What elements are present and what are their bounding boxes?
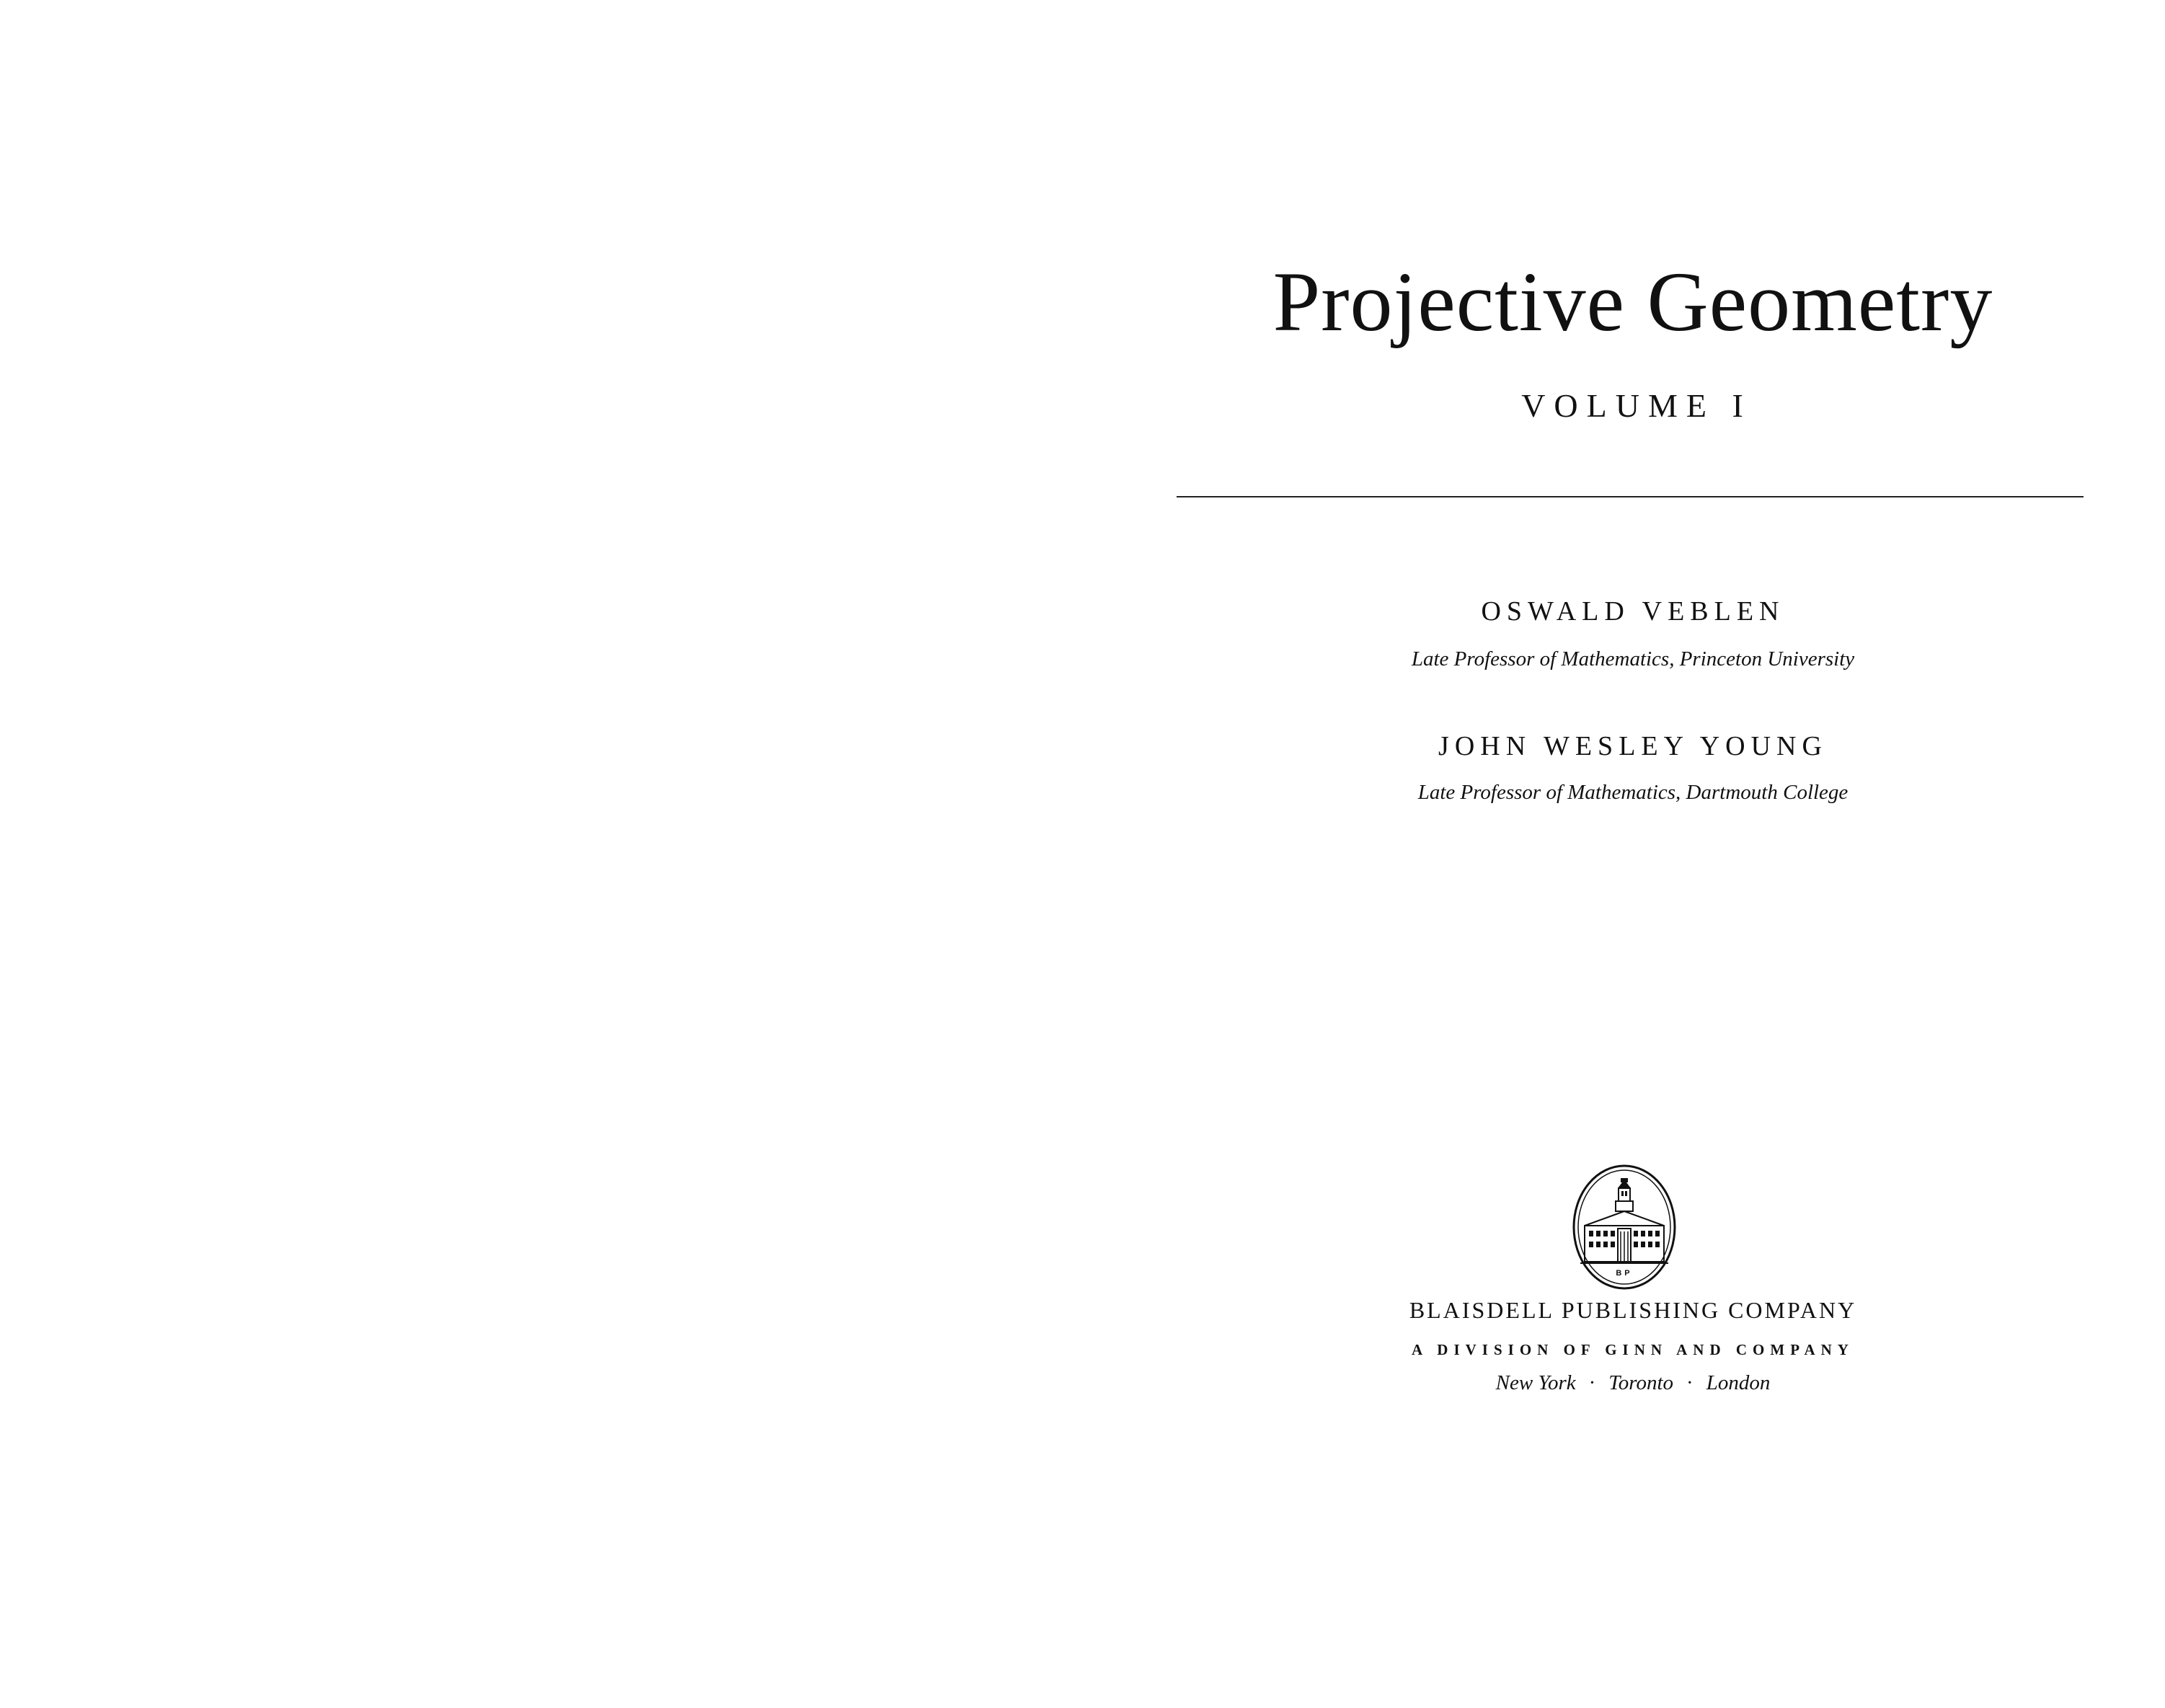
publisher-name: BLAISDELL PUBLISHING COMPANY xyxy=(1409,1297,1857,1323)
publisher-cities xyxy=(1141,1373,2125,1394)
city-separator: · xyxy=(1686,1371,1694,1394)
book-title: Projective Geometry xyxy=(1272,255,1993,349)
seal-monogram: BP xyxy=(1616,1269,1633,1278)
publisher-seal-icon xyxy=(1570,1162,1678,1292)
city-london: London xyxy=(1706,1371,1771,1394)
author-name-young: JOHN WESLEY YOUNG xyxy=(1438,731,1828,761)
author-name-veblen: OSWALD VEBLEN xyxy=(1481,596,1785,627)
city-new-york: New York xyxy=(1495,1371,1576,1394)
title-divider xyxy=(1177,496,2084,497)
author-affiliation-young: Late Professor of Mathematics, Dartmouth College xyxy=(1417,781,1849,804)
city-toronto: Toronto xyxy=(1608,1371,1674,1394)
author-affiliation-veblen: Late Professor of Mathematics, Princeton University xyxy=(1411,647,1855,671)
publisher-division: A DIVISION OF GINN AND COMPANY xyxy=(1412,1341,1854,1358)
blank-left-page xyxy=(0,0,1081,1708)
volume-label: VOLUME I xyxy=(1521,387,1752,424)
city-separator: · xyxy=(1588,1371,1596,1394)
